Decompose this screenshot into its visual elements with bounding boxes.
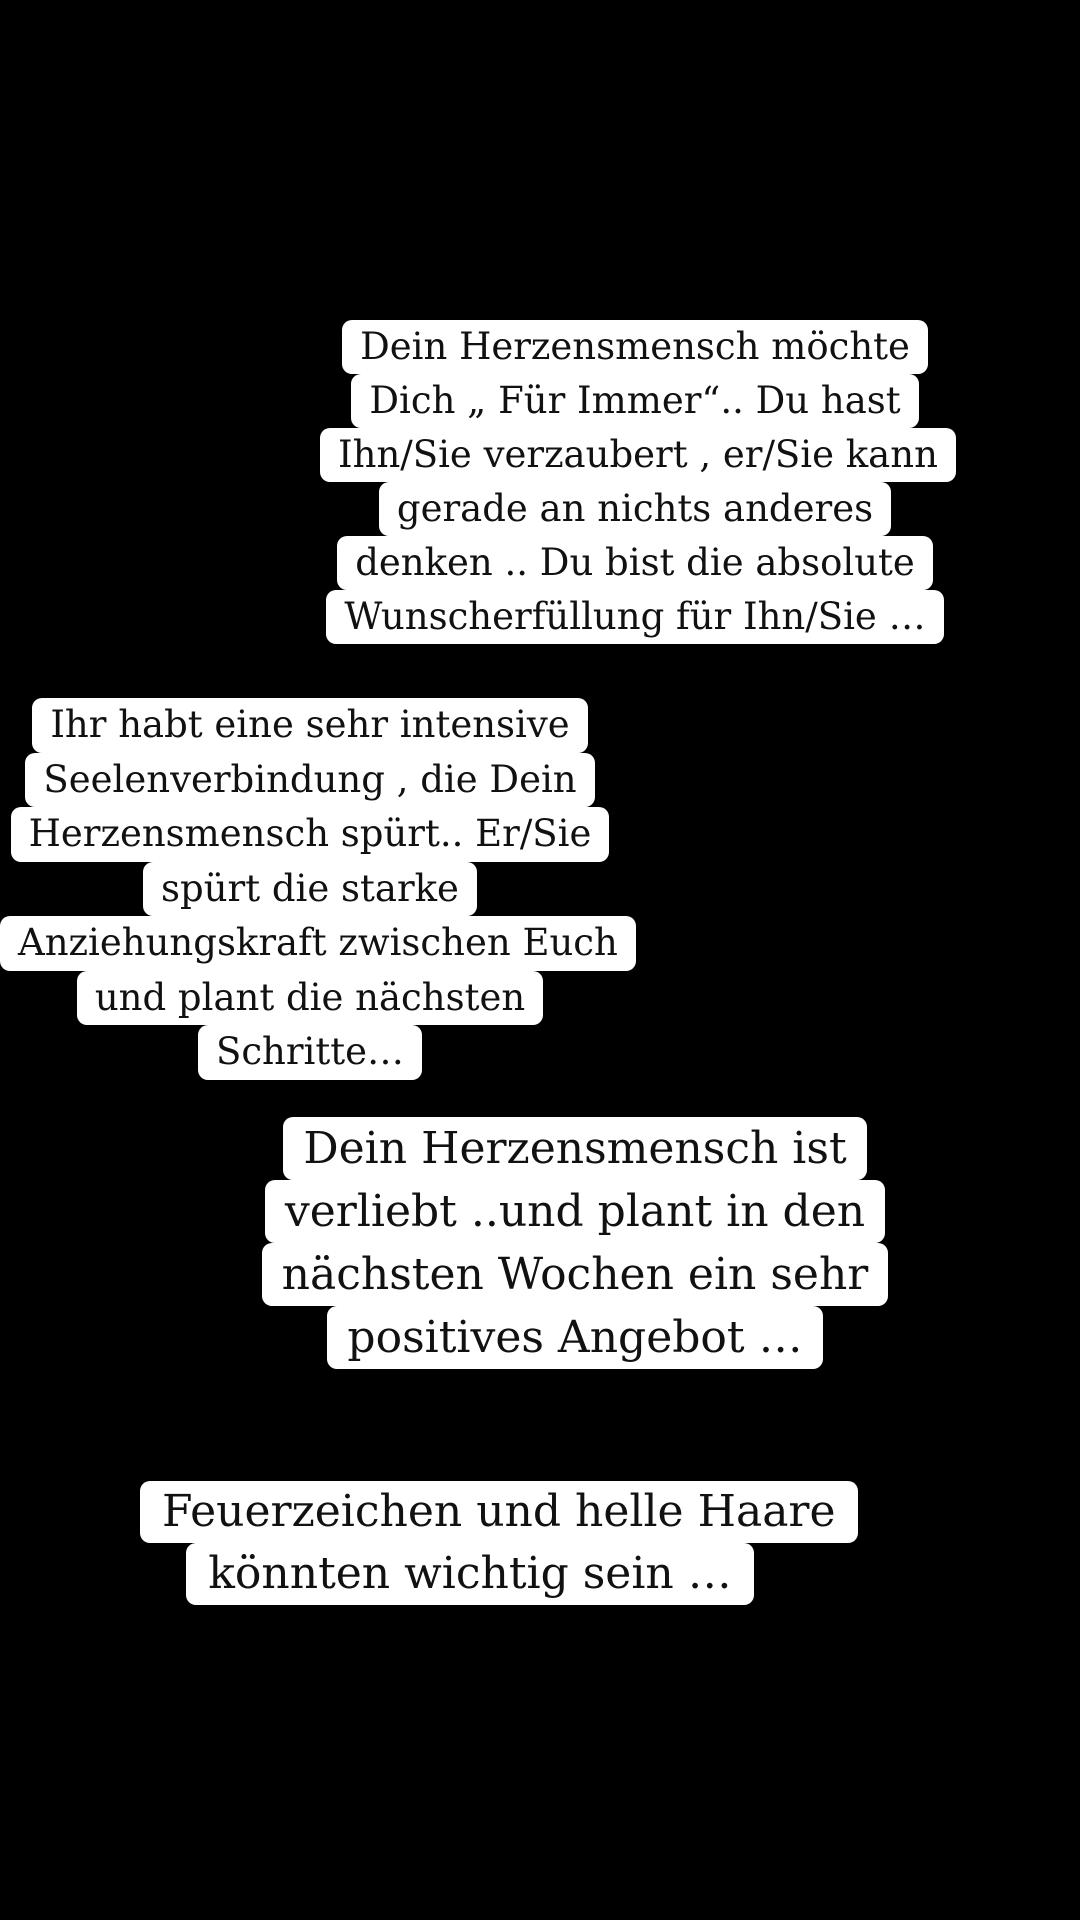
caption-text: Dich „ Für Immer“.. Du hast	[351, 374, 918, 428]
caption-text: verliebt ..und plant in den	[265, 1180, 885, 1243]
caption-text: Seelenverbindung , die Dein	[25, 753, 594, 808]
caption-line	[283, 1117, 866, 1180]
caption-line	[11, 807, 610, 862]
caption-block-2	[0, 698, 620, 1080]
caption-text: denken .. Du bist die absolute	[337, 536, 933, 590]
caption-block-4	[140, 1481, 836, 1605]
caption-line	[265, 1180, 885, 1243]
caption-line	[143, 862, 477, 917]
caption-line	[198, 1025, 422, 1080]
caption-text: Wunscherfüllung für Ihn/Sie …	[326, 590, 943, 644]
caption-text: gerade an nichts anderes	[379, 482, 891, 536]
caption-text: Ihn/Sie verzaubert , er/Sie kann	[320, 428, 956, 482]
caption-text: und plant die nächsten	[77, 971, 543, 1026]
caption-line	[77, 971, 543, 1026]
caption-text: Ihr habt eine sehr intensive	[32, 698, 587, 753]
caption-text: könnten wichtig sein …	[186, 1543, 754, 1605]
caption-line	[337, 536, 933, 590]
caption-text: Schritte…	[198, 1025, 422, 1080]
caption-text: Feuerzeichen und helle Haare	[140, 1481, 858, 1543]
caption-block-3	[260, 1117, 890, 1369]
caption-line	[327, 1306, 822, 1369]
caption-text: positives Angebot …	[327, 1306, 822, 1369]
caption-line	[262, 1243, 889, 1306]
caption-line	[186, 1543, 754, 1605]
caption-line	[32, 698, 587, 753]
caption-line	[320, 428, 956, 482]
caption-line	[379, 482, 891, 536]
caption-line	[25, 753, 594, 808]
caption-line	[0, 916, 636, 971]
caption-line	[326, 590, 943, 644]
caption-line	[140, 1481, 858, 1543]
caption-line	[342, 320, 928, 374]
caption-text: spürt die starke	[143, 862, 477, 917]
caption-text: nächsten Wochen ein sehr	[262, 1243, 889, 1306]
caption-block-1	[320, 320, 950, 644]
caption-text: Dein Herzensmensch ist	[283, 1117, 866, 1180]
caption-text: Anziehungskraft zwischen Euch	[0, 916, 636, 971]
caption-text: Herzensmensch spürt.. Er/Sie	[11, 807, 610, 862]
caption-line	[351, 374, 918, 428]
caption-text: Dein Herzensmensch möchte	[342, 320, 928, 374]
